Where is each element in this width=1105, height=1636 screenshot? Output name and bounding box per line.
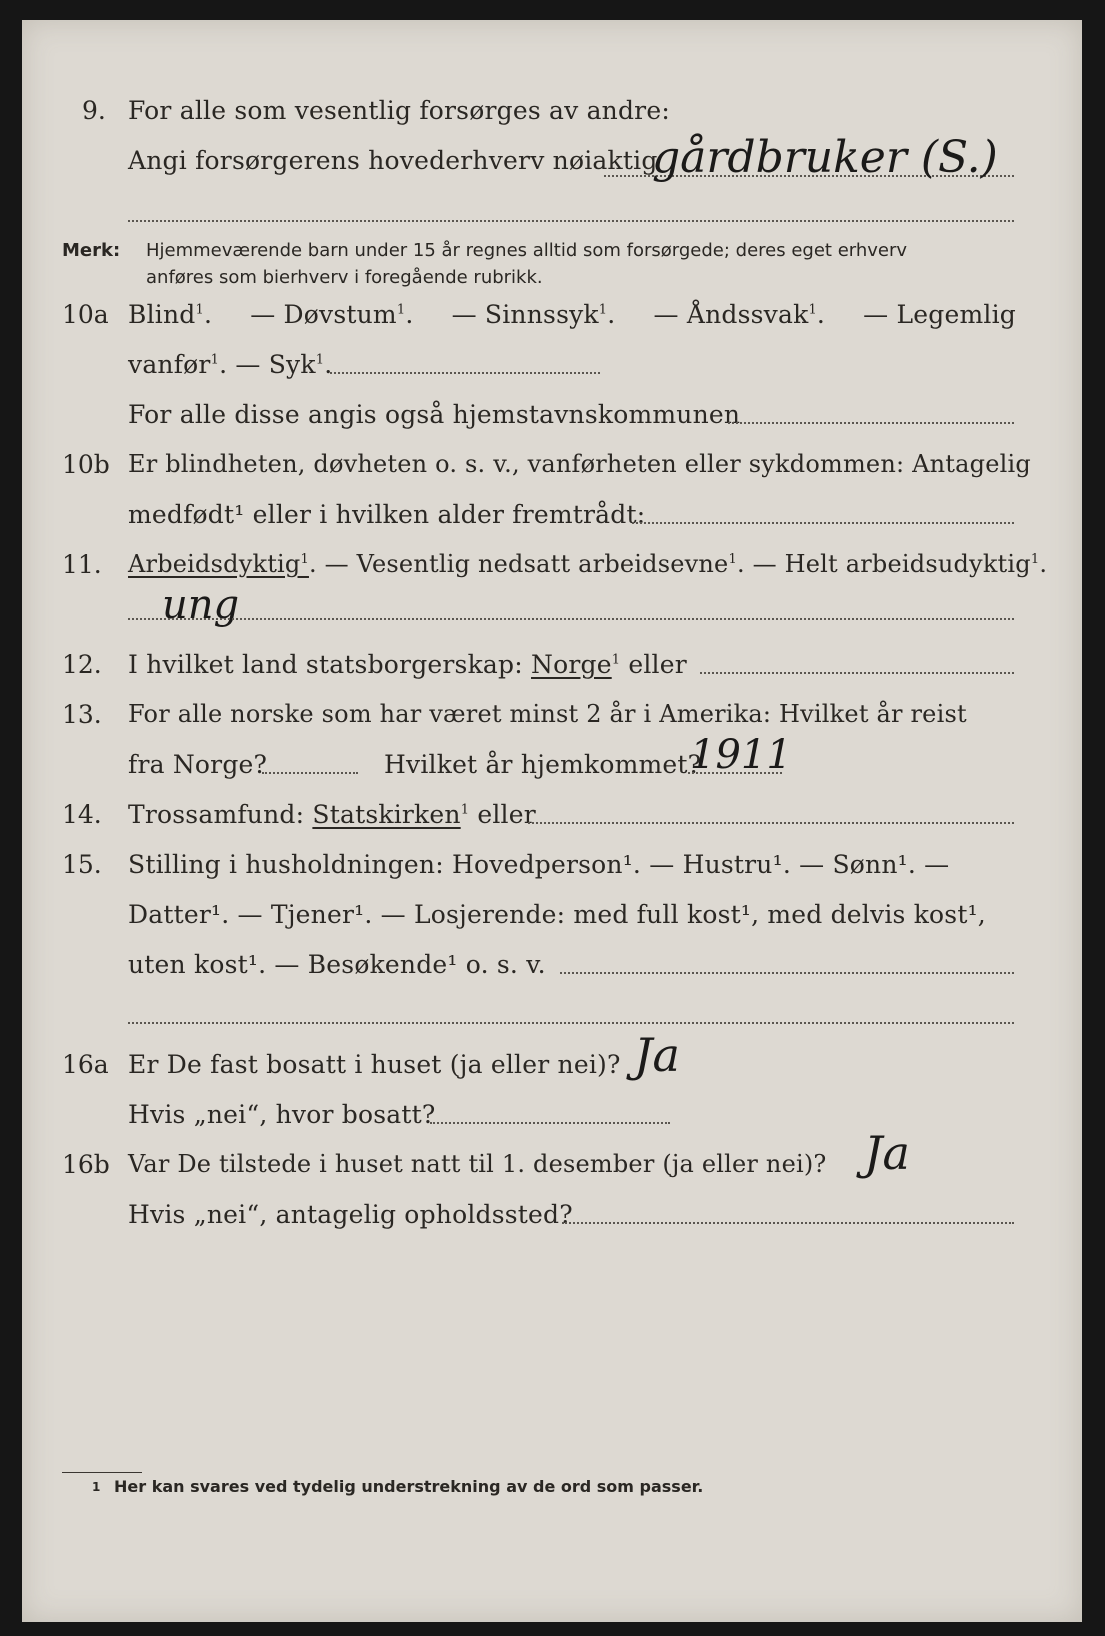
q15-line1: Stilling i husholdningen: Hovedperson¹. — Hustru¹. — Sønn¹. — (128, 850, 950, 879)
q10a-line3: For alle disse angis også hjemstavnskommunen (128, 400, 741, 429)
q10a-hjemstavn-dots (728, 422, 1014, 424)
q11-number: 11. (62, 550, 102, 579)
q16a-dots (430, 1122, 670, 1124)
q16a-line1: Er De fast bosatt i huset (ja eller nei)? (128, 1050, 621, 1079)
q15-line2: Datter¹. — Tjener¹. — Losjerende: med full kost¹, med delvis kost¹, (128, 900, 986, 929)
q12-line: I hvilket land statsborgerskap: Norge$^1$ eller (128, 650, 687, 679)
q14-number: 14. (62, 800, 102, 829)
q14-line: Trossamfund: Statskirken$^1$ eller (128, 800, 536, 829)
q10a-number: 10a (62, 300, 109, 329)
q15-number: 15. (62, 850, 102, 879)
q13-line2a: fra Norge? (128, 750, 268, 779)
q16a-number: 16a (62, 1050, 109, 1079)
q11-arbeidsdyktig-underlined: Arbeidsdyktig$^1$ (128, 550, 309, 578)
q13-reist-dots (262, 772, 358, 774)
q9-line2: Angi forsørgerens hovederhverv nøiaktig (128, 146, 658, 175)
q10b-line1: Er blindheten, døvheten o. s. v., vanførheten eller sykdommen: Antagelig (128, 450, 1031, 478)
q10a-legemlig: — Legemlig (863, 300, 1016, 329)
q16b-number: 16b (62, 1150, 110, 1179)
q12-number: 12. (62, 650, 102, 679)
q10a-sinnssyk: — Sinnssyk$^1$. (451, 300, 616, 329)
q16a-handwritten-answer: Ja (634, 1028, 680, 1082)
footnote-text: Her kan svares ved tydelig understrekning av de ord som passer. (114, 1477, 704, 1496)
q13-number: 13. (62, 700, 102, 729)
census-form-page (22, 20, 1082, 1622)
q13-line1: For alle norske som har været minst 2 år i Amerika: Hvilket år reist (128, 700, 967, 728)
q12-dots (700, 672, 1014, 674)
q9-line1: For alle som vesentlig forsørges av andre: (128, 96, 670, 125)
q15-line3: uten kost¹. — Besøkende¹ o. s. v. (128, 950, 546, 979)
q10a-syk-dots (330, 372, 600, 374)
q10a-blind: Blind$^1$. (128, 300, 213, 329)
merk-line2: anføres som bierhverv i foregående rubrikk. (146, 267, 543, 288)
q12-norge-underlined: Norge (531, 650, 612, 679)
q10a-andssvak: — Åndssvak$^1$. (653, 300, 826, 329)
q13-line2b: Hvilket år hjemkommet? (384, 750, 702, 779)
q15-dots-2 (128, 1022, 1014, 1024)
q16b-dots (562, 1222, 1014, 1224)
q10a-dovstum: — Døvstum$^1$. (250, 300, 414, 329)
q10a-line1 (128, 300, 1016, 329)
q11-dots (128, 618, 1014, 620)
q16b-line1: Var De tilstede i huset natt til 1. desember (ja eller nei)? (128, 1150, 827, 1178)
footnote-number: 1 (92, 1480, 101, 1494)
q16b-line2: Hvis „nei“, antagelig opholdssted? (128, 1200, 573, 1229)
q9-handwritten-answer: gårdbruker (S.) (652, 132, 998, 183)
q9-number: 9. (82, 96, 106, 125)
merk-line1: Hjemmeværende barn under 15 år regnes alltid som forsørgede; deres eget erhverv (146, 240, 908, 261)
q13-hjemkommet-dots (688, 772, 782, 774)
q14-statskirken-underlined: Statskirken (312, 800, 461, 829)
merk-label: Merk: (62, 240, 121, 261)
q16a-line2: Hvis „nei“, hvor bosatt? (128, 1100, 436, 1129)
q16b-handwritten-answer: Ja (864, 1126, 910, 1180)
q13-handwritten-answer: 1911 (690, 732, 792, 778)
q11-line1: Arbeidsdyktig$^1$. — Vesentlig nedsatt arbeidsevne$^1$. — Helt arbeidsudyktig$^1$. (128, 550, 1048, 578)
q10b-number: 10b (62, 450, 110, 479)
q15-dots (560, 972, 1014, 974)
q9-answer-dots-2 (128, 220, 1014, 222)
q10b-dots (632, 522, 1014, 524)
q10b-line2: medfødt¹ eller i hvilken alder fremtrådt: (128, 500, 646, 529)
footnote-rule (62, 1472, 142, 1473)
q10a-line2: vanfør$^1$. — Syk$^1$. (128, 350, 333, 379)
q14-dots (528, 822, 1014, 824)
q11-handwritten-answer: ung (162, 582, 240, 628)
